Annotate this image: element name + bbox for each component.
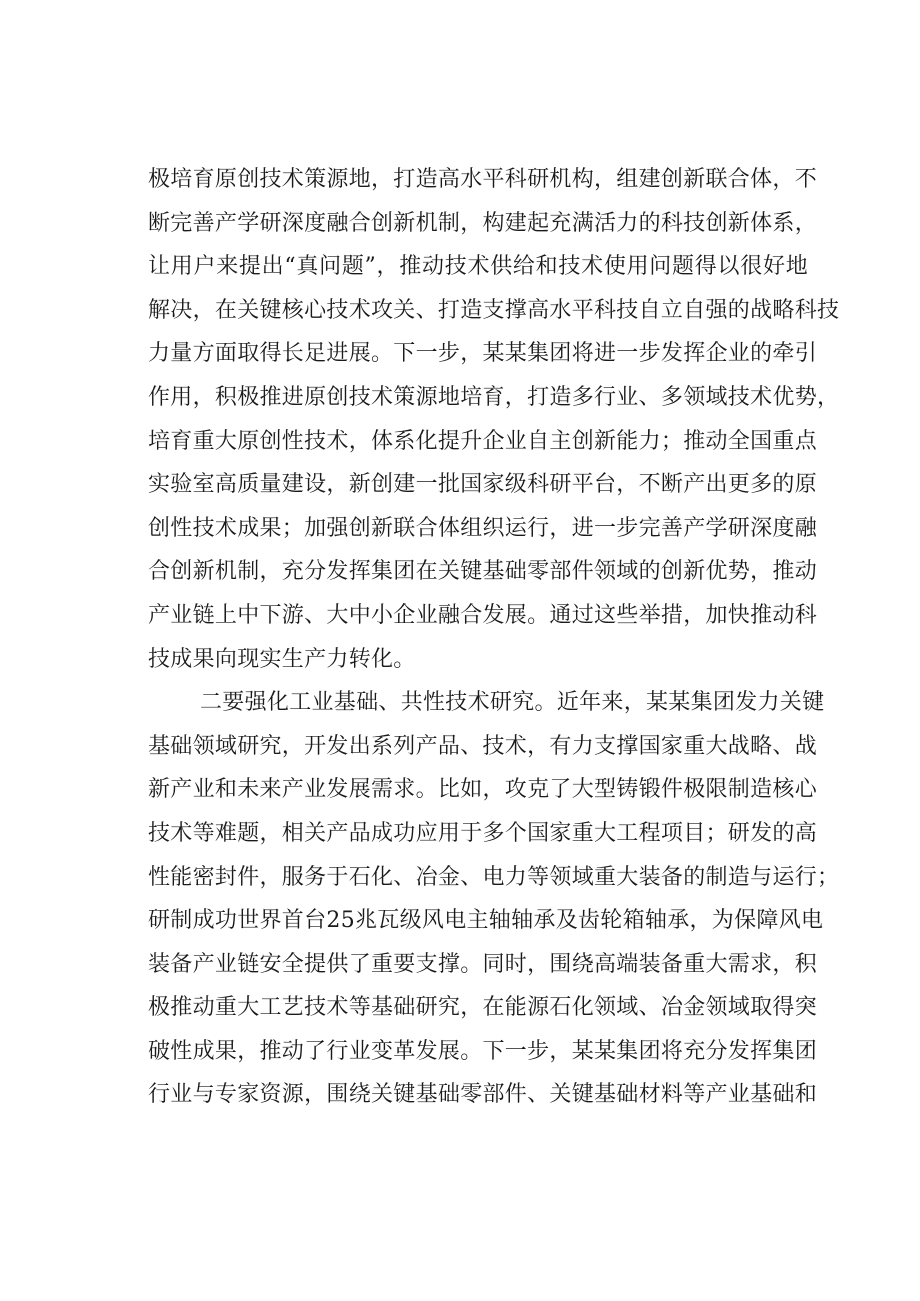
text-line: 创性技术成果；加强创新联合体组织运行，进一步完善产学研深度融 [148,515,818,541]
text-line: 极推动重大工艺技术等基础研究，在能源石化领域、冶金领域取得突 [148,995,818,1021]
text-line: 让用户来提出“真问题”，推动技术供给和技术使用问题得以很好地 [148,254,808,280]
document-body [148,158,840,1117]
text-line: 行业与专家资源，围绕关键基础零部件、关键基础材料等产业基础和 [148,1082,818,1108]
text-line: 作用，积极推进原创技术策源地培育，打造多行业、多领域技术优势， [148,384,840,410]
text-line: 技术等难题，相关产品成功应用于多个国家重大工程项目；研发的高 [148,820,818,846]
text-line: 解决，在关键核心技术攻关、打造支撑高水平科技自立自强的战略科技 [148,297,840,323]
text-line: 破性成果，推动了行业变革发展。下一步，某某集团将充分发挥集团 [148,1038,818,1064]
paragraph-2 [148,681,840,1117]
text-line: 技成果向现实生产力转化。 [148,646,416,672]
text-line: 性能密封件，服务于石化、冶金、电力等领域重大装备的制造与运行； [148,864,840,890]
text-line: 培育重大原创性技术，体系化提升企业自主创新能力；推动全国重点 [148,428,818,454]
paragraph-1 [148,158,840,681]
text-line: 力量方面取得长足进展。下一步，某某集团将进一步发挥企业的牵引 [148,341,818,367]
text-line: 实验室高质量建设，新创建一批国家级科研平台，不断产出更多的原 [148,472,818,498]
text-line: 合创新机制，充分发挥集团在关键基础零部件领域的创新优势，推动 [148,559,818,585]
text-line: 新产业和未来产业发展需求。比如，攻克了大型铸锻件极限制造核心 [148,777,818,803]
text-line: 产业链上中下游、大中小企业融合发展。通过这些举措，加快推动科 [148,602,818,628]
text-line: 极培育原创技术策源地，打造高水平科研机构，组建创新联合体，不 [148,167,818,192]
text-line: 基础领域研究，开发出系列产品、技术，有力支撑国家重大战略、战 [148,733,818,759]
text-line: 装备产业链安全提供了重要支撑。同时，围绕高端装备重大需求，积 [148,951,818,977]
text-line: 二要强化工业基础、共性技术研究。近年来，某某集团发力关键 [200,690,825,716]
text-line: 研制成功世界首台25兆瓦级风电主轴轴承及齿轮箱轴承，为保障风电 [148,908,824,934]
text-line: 断完善产学研深度融合创新机制，构建起充满活力的科技创新体系， [148,210,818,236]
